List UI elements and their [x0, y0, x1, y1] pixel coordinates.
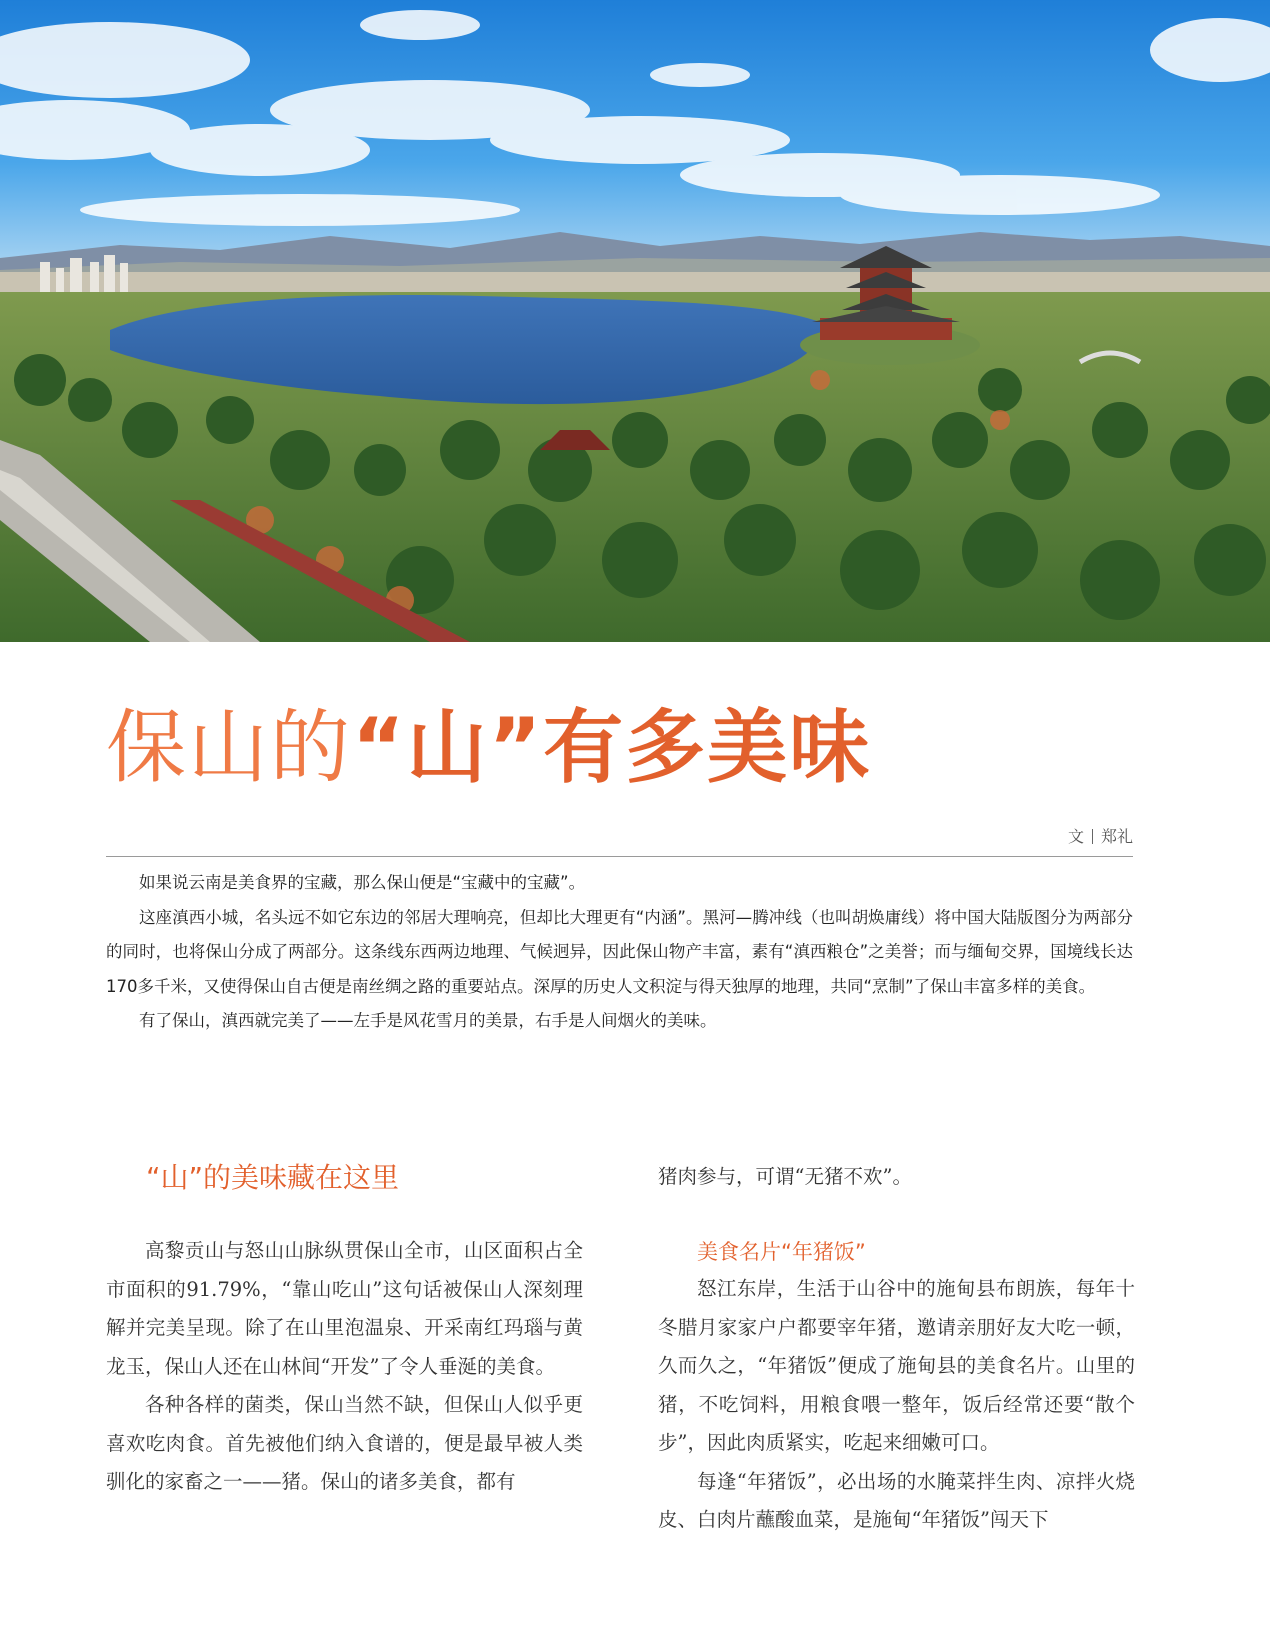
intro-paragraph: 有了保山，滇西就完美了——左手是风花雪月的美景，右手是人间烟火的美味。	[139, 1011, 717, 1030]
article-title-thin: 保山的	[106, 701, 352, 794]
right-column-continuation	[658, 1158, 1135, 1197]
body-paragraph-continued: 猪肉参与，可谓“无猪不欢”。	[658, 1165, 912, 1188]
article-title	[106, 700, 871, 796]
intro-paragraph: 这座滇西小城，名头远不如它东边的邻居大理响亮，但却比大理更有“内涵”。黑河—腾冲线（也叫胡焕庸线）将中国大陆版图分为两部分的同时，也将保山分成了两部分。这条线东西两边地理、气候迥异，因此保山物产丰富，素有“滇西粮仓”之美誉；而与缅甸交界，国境线长达170多千米，又使得保山自古便是南丝绸之路的重要站点。深厚的历史人文积淀与得天独厚的地理，共同“烹制”了保山丰富多样的美食。	[106, 907, 1133, 996]
intro-paragraph: 如果说云南是美食界的宝藏，那么保山便是“宝藏中的宝藏”。	[139, 873, 586, 892]
lake-park-aerial-illustration	[0, 0, 1270, 642]
right-column	[658, 1270, 1135, 1540]
subsection-heading: 美食名片“年猪饭”	[697, 1240, 866, 1264]
left-column	[106, 1232, 583, 1502]
title-divider	[106, 856, 1133, 857]
body-paragraph: 高黎贡山与怒山山脉纵贯保山全市，山区面积占全市面积的91.79%，“靠山吃山”这句话被保山人深刻理解并完美呈现。除了在山里泡温泉、开采南红玛瑙与黄龙玉，保山人还在山林间“开发”了令人垂涎的美食。	[106, 1239, 583, 1378]
body-paragraph: 每逢“年猪饭”，必出场的水腌菜拌生肉、凉拌火烧皮、白肉片蘸酸血菜，是施甸“年猪饭”闯天下	[658, 1469, 1135, 1531]
body-paragraph: 怒江东岸，生活于山谷中的施甸县布朗族，每年十冬腊月家家户户都要宰年猪，邀请亲朋好友大吃一顿，久而久之，“年猪饭”便成了施甸县的美食名片。山里的猪，不吃饲料，用粮食喂一整年，饭后经常还要“散个步”，因此肉质紧实，吃起来细嫩可口。	[658, 1277, 1135, 1454]
hero-photo	[0, 0, 1270, 642]
byline-author: 郑礼	[1100, 827, 1133, 846]
intro	[106, 866, 1133, 1039]
section-heading: “山”的美味藏在这里	[146, 1161, 400, 1194]
byline-separator	[1092, 829, 1093, 844]
body-paragraph: 各种各样的菌类，保山当然不缺，但保山人似乎更喜欢吃肉食。首先被他们纳入食谱的，便是最早被人类驯化的家畜之一——猪。保山的诸多美食，都有	[106, 1393, 583, 1493]
byline	[1068, 824, 1133, 847]
article-title-bold: “山”有多美味	[352, 701, 872, 794]
byline-label: 文	[1067, 827, 1084, 846]
